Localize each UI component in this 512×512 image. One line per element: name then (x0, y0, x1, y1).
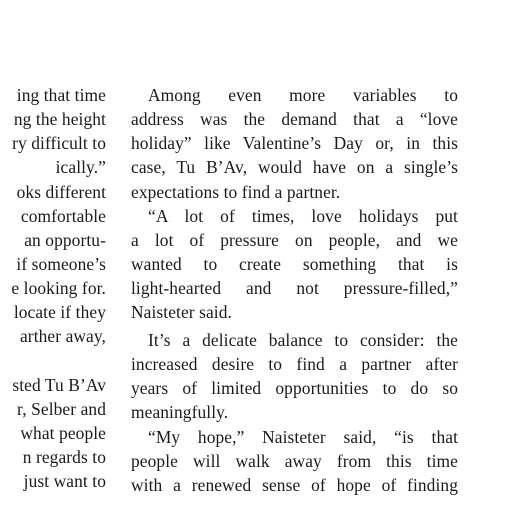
left-line-5: oks different (16, 182, 106, 202)
right-line-11: It’s a delicate balance to consider: the (148, 330, 458, 350)
left-line-15: n regards to (22, 447, 106, 467)
left-line-13: r, Selber and (17, 399, 106, 419)
right-line-8: wanted to create something that is (131, 254, 458, 274)
right-line-13: years of limited opportunities to do so (131, 378, 458, 398)
right-line-3: holiday” like Valentine’s Day or, in this (131, 133, 458, 153)
left-line-3: ry difficult to (12, 133, 106, 153)
left-line-4: ically.” (55, 157, 106, 177)
left-line-9: e looking for. (11, 278, 106, 298)
left-line-14: what people (20, 423, 106, 443)
left-line-11: arther away, (19, 326, 106, 346)
right-line-6: “A lot of times, love holidays put (148, 206, 458, 226)
left-line-16: just want to (23, 471, 106, 491)
right-line-12: increased desire to find a partner after (131, 354, 458, 374)
right-line-4: case, Tu B’Av, would have on a single’s (131, 157, 458, 177)
left-line-7: an opportu- (24, 230, 106, 250)
right-line-1: Among even more variables to (148, 85, 458, 105)
right-line-9: light-hearted and not pressure-filled,” (131, 278, 458, 298)
right-line-2: address was the demand that a “love (131, 109, 458, 129)
right-line-10: Naisteter said. (131, 302, 232, 322)
left-line-10: locate if they (13, 302, 106, 322)
right-line-15: “My hope,” Naisteter said, “is that (148, 427, 458, 447)
left-line-2: ng the height (13, 109, 106, 129)
right-line-5: expectations to find a partner. (131, 182, 341, 202)
right-line-17: with a renewed sense of hope of finding (131, 475, 458, 495)
right-line-7: a lot of pressure on people, and we (131, 230, 458, 250)
right-line-16: people will walk away from this time (131, 451, 458, 471)
left-line-1: ing that time (16, 85, 106, 105)
right-line-14: meaningfully. (131, 402, 229, 422)
left-line-12: sted Tu B’Av (12, 375, 106, 395)
left-line-8: if someone’s (16, 254, 106, 274)
left-line-6: comfortable (20, 206, 106, 226)
